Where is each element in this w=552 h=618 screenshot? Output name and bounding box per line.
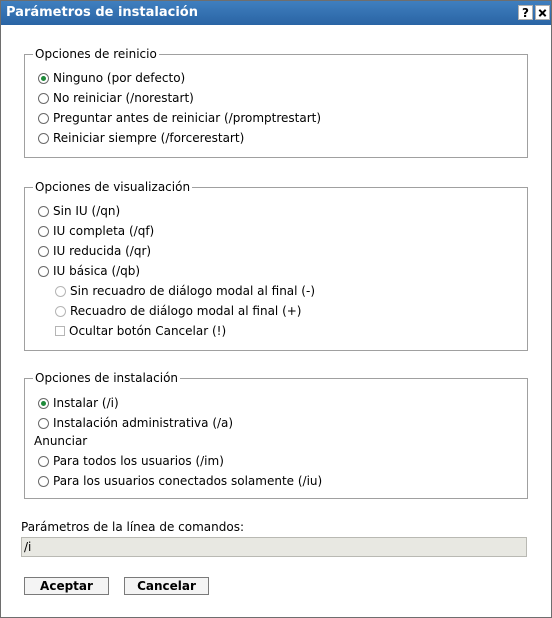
accept-button[interactable]: Aceptar xyxy=(24,577,109,595)
dialog-title: Parámetros de instalación xyxy=(6,5,198,20)
radio-all-users[interactable] xyxy=(38,452,224,470)
radio-label: Instalación administrativa (/a) xyxy=(53,416,234,430)
radio-install[interactable] xyxy=(38,394,119,412)
display-options-legend: Opciones de visualización xyxy=(35,180,191,194)
radio-button-icon[interactable] xyxy=(38,206,49,217)
radio-prompt-restart[interactable] xyxy=(38,109,321,127)
radio-modal-dialog[interactable] xyxy=(55,302,302,320)
radio-admin-install[interactable] xyxy=(38,414,233,432)
radio-no-ui[interactable] xyxy=(38,202,120,220)
radio-label: Ninguno (por defecto) xyxy=(53,71,186,85)
command-line-label: Parámetros de la línea de comandos: xyxy=(21,520,244,534)
radio-label: IU reducida (/qr) xyxy=(53,244,152,258)
radio-button-icon[interactable] xyxy=(38,73,49,84)
radio-label: Sin IU (/qn) xyxy=(53,204,121,218)
radio-full-ui[interactable] xyxy=(38,222,154,240)
radio-label: No reiniciar (/norestart) xyxy=(53,91,194,105)
radio-button-icon[interactable] xyxy=(38,133,49,144)
radio-button-icon[interactable] xyxy=(55,306,66,317)
radio-no-restart[interactable] xyxy=(38,89,194,107)
radio-button-icon[interactable] xyxy=(38,113,49,124)
radio-label: Para los usuarios conectados solamente (/iu) xyxy=(53,474,323,488)
radio-button-icon[interactable] xyxy=(38,266,49,277)
radio-label: Recuadro de diálogo modal al final (+) xyxy=(70,304,302,318)
cancel-button[interactable]: Cancelar xyxy=(124,577,209,595)
radio-label: Sin recuadro de diálogo modal al final (-) xyxy=(70,284,316,298)
radio-basic-ui[interactable] xyxy=(38,262,140,280)
radio-restart-none[interactable] xyxy=(38,69,185,87)
radio-label: Reiniciar siempre (/forcerestart) xyxy=(53,131,245,145)
radio-button-icon[interactable] xyxy=(38,418,49,429)
radio-button-icon[interactable] xyxy=(38,246,49,257)
radio-button-icon[interactable] xyxy=(38,93,49,104)
radio-label: Instalar (/i) xyxy=(53,396,119,410)
checkbox-hide-cancel[interactable] xyxy=(55,322,226,340)
radio-no-modal-dialog[interactable] xyxy=(55,282,315,300)
checkbox-icon[interactable] xyxy=(55,326,65,336)
radio-button-icon[interactable] xyxy=(55,286,66,297)
radio-label: IU completa (/qf) xyxy=(53,224,155,238)
checkbox-label: Ocultar botón Cancelar (!) xyxy=(69,324,227,338)
announce-label: Anunciar xyxy=(34,434,88,448)
help-icon[interactable]: ? xyxy=(518,5,533,20)
radio-logged-users[interactable] xyxy=(38,472,322,490)
command-line-field[interactable]: /i xyxy=(21,537,527,557)
restart-options-legend: Opciones de reinicio xyxy=(35,47,157,61)
radio-button-icon[interactable] xyxy=(38,476,49,487)
radio-button-icon[interactable] xyxy=(38,398,49,409)
radio-label: IU básica (/qb) xyxy=(53,264,141,278)
radio-label: Preguntar antes de reiniciar (/promptrestart) xyxy=(53,111,322,125)
radio-button-icon[interactable] xyxy=(38,226,49,237)
title-bar xyxy=(1,1,551,25)
install-options-legend: Opciones de instalación xyxy=(35,371,179,385)
close-icon[interactable] xyxy=(535,5,550,20)
radio-reduced-ui[interactable] xyxy=(38,242,151,260)
radio-label: Para todos los usuarios (/im) xyxy=(53,454,224,468)
radio-force-restart[interactable] xyxy=(38,129,244,147)
radio-button-icon[interactable] xyxy=(38,456,49,467)
